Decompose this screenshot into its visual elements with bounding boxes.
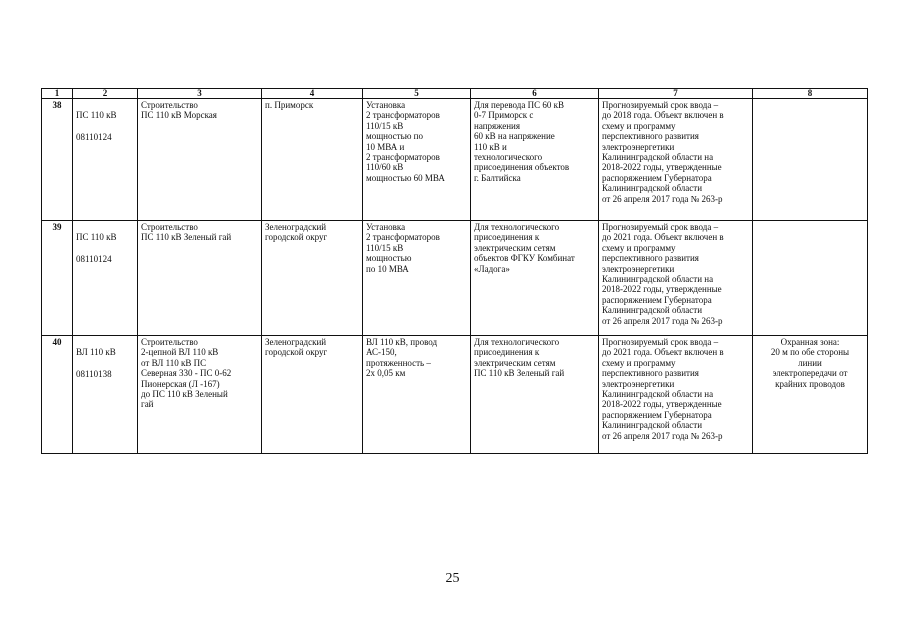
location-cell: п. Приморск xyxy=(262,99,363,221)
action-cell: Строительство ПС 110 кВ Зеленый гай xyxy=(138,221,262,336)
location-cell: Зеленоградский городской округ xyxy=(262,336,363,454)
table-row xyxy=(42,99,868,221)
action-cell: Строительство ПС 110 кВ Морская xyxy=(138,99,262,221)
object-name: ПС 110 кВ xyxy=(76,110,117,121)
column-header-2: 2 xyxy=(73,89,138,99)
params-cell: ВЛ 110 кВ, провод АС-150, протяженность – 2х 0,05 км xyxy=(363,336,471,454)
note-cell xyxy=(753,221,868,336)
status-cell: Прогнозируемый срок ввода – до 2018 года. Объект включен в схему и программу перспективного развития электроэнергетики Калининградской области на 2018-2022 годы, утвержденные распоряжением Губернатора Калининградской области от 26 апреля 2017 года № 263-р xyxy=(599,99,753,221)
row-number: 40 xyxy=(42,336,73,454)
params-cell: Установка 2 трансформаторов 110/15 кВ мощностью по 10 МВА и 2 трансформаторов 110/60 кВ мощностью 60 МВА xyxy=(363,99,471,221)
object-cell xyxy=(73,221,138,336)
header-row xyxy=(42,89,868,99)
object-code: 08110138 xyxy=(76,368,112,379)
column-header-5: 5 xyxy=(363,89,471,99)
location-cell: Зеленоградский городской округ xyxy=(262,221,363,336)
object-name: ВЛ 110 кВ xyxy=(76,347,116,358)
row-number: 38 xyxy=(42,99,73,221)
status-cell: Прогнозируемый срок ввода – до 2021 года. Объект включен в схему и программу перспективного развития электроэнергетики Калининградской области на 2018-2022 годы, утвержденные распоряжением Губернатора Калининградской области от 26 апреля 2017 года № 263-р xyxy=(599,221,753,336)
column-header-7: 7 xyxy=(599,89,753,99)
action-cell: Строительство 2-цепной ВЛ 110 кВ от ВЛ 110 кВ ПС Северная 330 - ПС 0-62 Пионерская (Л -167) до ПС 110 кВ Зеленый гай xyxy=(138,336,262,454)
purpose-cell: Для технологического присоединения к электрическим сетям объектов ФГКУ Комбинат «Ладога» xyxy=(471,221,599,336)
column-header-6: 6 xyxy=(471,89,599,99)
column-header-4: 4 xyxy=(262,89,363,99)
row-number: 39 xyxy=(42,221,73,336)
params-cell: Установка 2 трансформаторов 110/15 кВ мощностью по 10 МВА xyxy=(363,221,471,336)
note-cell xyxy=(753,99,868,221)
table-row xyxy=(42,221,868,336)
object-code: 08110124 xyxy=(76,253,112,264)
column-header-1: 1 xyxy=(42,89,73,99)
purpose-cell: Для перевода ПС 60 кВ 0-7 Приморск с напряжения 60 кВ на напряжение 110 кВ и технологического присоединения объектов г. Балтийска xyxy=(471,99,599,221)
object-cell xyxy=(73,336,138,454)
column-header-8: 8 xyxy=(753,89,868,99)
table-row xyxy=(42,336,868,454)
status-cell: Прогнозируемый срок ввода – до 2021 года. Объект включен в схему и программу перспективного развития электроэнергетики Калининградской области на 2018-2022 годы, утвержденные распоряжением Губернатора Калининградской области от 26 апреля 2017 года № 263-р xyxy=(599,336,753,454)
purpose-cell: Для технологического присоединения к электрическим сетям ПС 110 кВ Зеленый гай xyxy=(471,336,599,454)
object-cell xyxy=(73,99,138,221)
projects-table xyxy=(41,88,868,454)
page-number: 25 xyxy=(445,571,460,586)
object-code: 08110124 xyxy=(76,131,112,142)
object-name: ПС 110 кВ xyxy=(76,232,117,243)
note-cell: Охранная зона: 20 м по обе стороны линии электропередачи от крайних проводов xyxy=(753,336,868,454)
column-header-3: 3 xyxy=(138,89,262,99)
